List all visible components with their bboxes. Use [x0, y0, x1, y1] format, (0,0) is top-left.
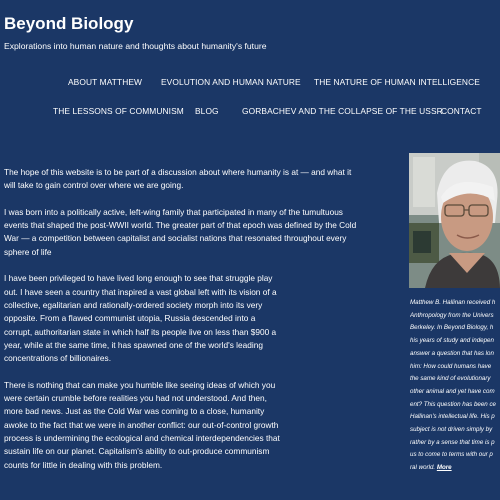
nav-item-nature-of-human-intelligence[interactable]: THE NATURE OF HUMAN INTELLIGENCE [314, 77, 480, 87]
nav-item-contact[interactable]: CONTACT [441, 106, 482, 116]
nav-item-blog[interactable]: BLOG [195, 106, 219, 116]
site-tagline: Explorations into human nature and thoughts about humanity's future [4, 41, 267, 51]
humility-paragraph: There is nothing that can make you humble like seeing ideas of which you were certain crumble before realities you had not understood. And then, more bad news. Just as the Cold War was coming to a close, humanity awoke to the fact that we were in another conflict: our out-of-control growth process is undermining the ecological and chemical interdependencies that sustain life on our planet. Capitalism's ability to out-produce communism counts for little in dealing with this problem. [4, 379, 280, 470]
nav-item-gorbachev-collapse-ussr[interactable]: GORBACHEV AND THE COLLAPSE OF THE USSR [242, 106, 443, 116]
author-bio-caption [410, 297, 500, 475]
privilege-paragraph: I have been privileged to have lived long enough to see that struggle play out. I have seen a country that inspired a vast global left with its vision of a collective, egalitarian and rationally-ordered society morph into its very opposite. From a flawed communist utopia, Russia descended into a corrupt, authoritarian state in which half its people live on less than $900 a year, while at the same time, it has spawned one of the world's leading concentrations of billionaires. [4, 273, 277, 364]
nav-item-evolution-and-human-nature[interactable]: EVOLUTION AND HUMAN NATURE [161, 77, 301, 87]
main-content [4, 166, 388, 485]
family-paragraph: I was born into a politically active, left-wing family that participated in many of the tumultuous events that shaped the post-WWII world. The greater part of that epoch was defined by the Cold War — a competition between capitalist and socialist nations that resonated throughout every sphere of life [4, 206, 357, 257]
author-photo [409, 153, 500, 288]
nav-item-about-matthew[interactable]: ABOUT MATTHEW [68, 77, 143, 87]
intro-paragraph: The hope of this website is to be part of a discussion about where humanity is at — and what it will take to gain control over where we are going. [4, 167, 352, 191]
site-title[interactable]: Beyond Biology [4, 14, 134, 33]
nav-item-lessons-of-communism[interactable]: THE LESSONS OF COMMUNISM [53, 106, 184, 116]
author-bio-text: Matthew B. Hallinan received h Anthropology from the Univers Berkeley. In Beyond Biology, h his years of study and indepen answer a question that has lon him: How could humans have the same kind of evolutionary other animal and yet have com ent? This question has been ce Hallinan's intellectual life. His p subject is not driven simply by rather by a sense that time is p us to come to terms with our p ral world. [410, 299, 496, 472]
author-portrait-image [409, 153, 500, 288]
more-link[interactable]: More [436, 464, 452, 472]
